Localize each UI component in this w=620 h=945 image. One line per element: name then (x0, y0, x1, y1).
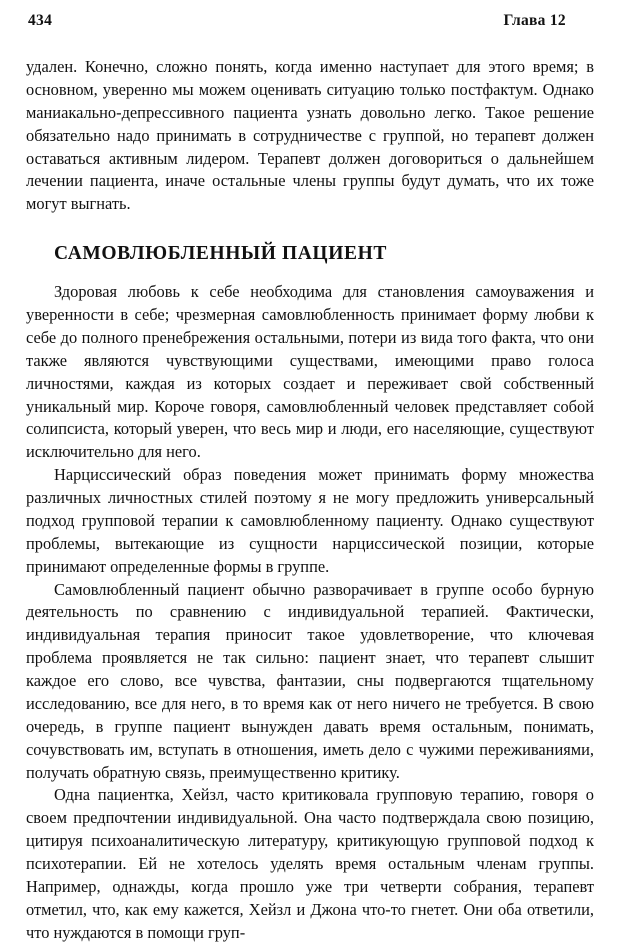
paragraph-3: Нарциссический образ поведения может принимать форму множества различных личностных стилей поэтому я не могу предложить универсальный подход групповой терапии к самовлюбленному пациенту. Однако существуют проблемы, вытекающие из сущности нарциссической позиции, которые принимают определенные формы в группе. (26, 465, 594, 576)
paragraph-5: Одна пациентка, Хейзл, часто критиковала групповую терапию, говоря о своем предпочтении индивидуальной. Она часто подтверждала свою позицию, цитируя психоаналитическую литературу, критикующую групповой подход к психотерапии. Ей не хотелось уделять время остальным членам группы. Например, однажды, когда прошло уже три четверти собрания, терапевт отметил, что, как ему кажется, Хейзл и Джона что-то гнетет. Они оба ответили, что нуждаются в помощи груп- (26, 785, 594, 942)
chapter-label: Глава 12 (503, 12, 566, 29)
section-heading: САМОВЛЮБЛЕННЫЙ ПАЦИЕНТ (54, 243, 387, 265)
running-head (26, 12, 594, 30)
paragraph-2: Здоровая любовь к себе необходима для становления самоуважения и уверенности в себе; чрезмерная самовлюбленность принимает форму любви к себе до полного пренебрежения остальными, потери из вида того факта, что они также являются чувствующими существами, имеющими право голоса личностями, каждая из которых создает и переживает свой собственный уникальный мир. Короче говоря, самовлюбленный человек представляет собой солипсиста, который уверен, что весь мир и люди, его населяющие, существуют исключительно для него. (26, 282, 594, 462)
paragraph-1: удален. Конечно, сложно понять, когда именно наступает для этого время; в основном, уверенно мы можем оценивать ситуацию только постфактум. Однако маниакально-депрессивного пациента узнать довольно легко. Такое решение обязательно надо принимать в сотрудничестве с группой, но терапевт должен оставаться активным лидером. Терапевт должен договориться о дальнейшем лечении пациента, иначе остальные члены группы будут думать, что их тоже могут выгнать. (26, 57, 594, 214)
body-text (26, 56, 594, 945)
page-number: 434 (28, 12, 53, 29)
paragraph-4: Самовлюбленный пациент обычно разворачивает в группе особо бурную деятельность по сравнению с индивидуальной терапией. Фактически, индивидуальная терапия приносит такое удовлетворение, что ключевая проблема проявляется не так сильно: пациент знает, что терапевт слышит каждое его слово, все чувства, фантазии, сны подвергаются тщательному исследованию, все для него, в то время как от него ничего не требуется. В свою очередь, в группе пациент вынужден давать время остальным, понимать, сочувствовать им, вступать в отношения, иметь дело с чужими переживаниями, получать обратную связь, преимущественно критику. (26, 579, 594, 782)
